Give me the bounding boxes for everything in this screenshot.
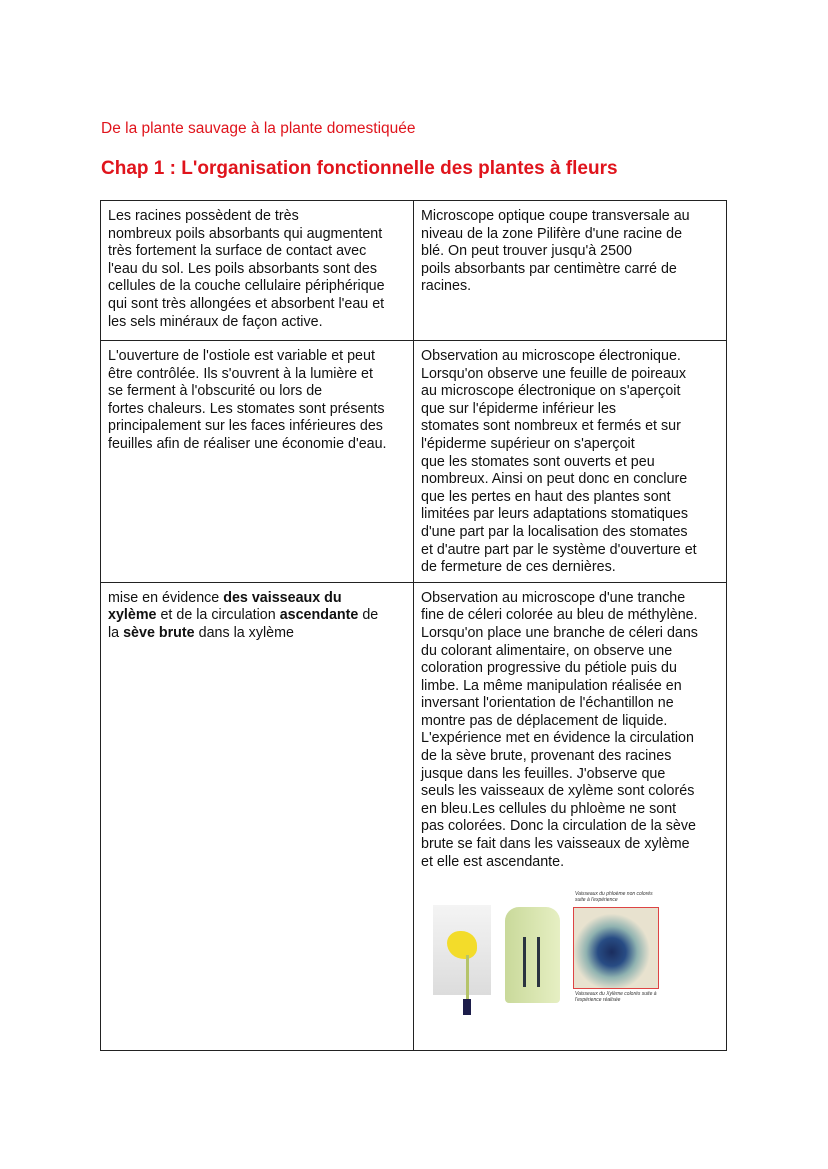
- text-span: dans la xylème: [194, 624, 294, 641]
- microscope-photo: [573, 907, 659, 989]
- text-line: racines.: [421, 278, 472, 295]
- text-line: Les racines possèdent de très: [108, 208, 299, 224]
- text-line: coloration progressive du pétiole puis du: [421, 660, 677, 677]
- text-line: du colorant alimentaire, on observe une: [421, 642, 673, 659]
- text-line: principalement sur les faces inférieures des: [108, 418, 383, 435]
- table-row: [101, 201, 727, 341]
- text-line: poils absorbants par centimètre carré de: [421, 260, 677, 277]
- chapter-title: Chap 1 : L'organisation fonctionnelle des plantes à fleurs: [101, 158, 618, 179]
- text-line: seuls les vaisseaux de xylème sont colorés: [421, 783, 695, 800]
- text-span: la: [108, 624, 124, 641]
- text-span: et de la circulation: [156, 607, 280, 624]
- text-line: brute se fait dans les vaisseaux de xylème: [421, 836, 690, 853]
- text-line: nombreux poils absorbants qui augmentent: [108, 225, 383, 242]
- content-table: [100, 200, 727, 1051]
- text-line: inversant l'orientation de l'échantillon ne: [421, 695, 674, 712]
- text-line: de la sève brute, provenant des racines: [421, 748, 672, 765]
- text-line: cellules de la couche cellulaire périphérique: [108, 278, 385, 295]
- text-line: limbe. La même manipulation réalisée en: [421, 677, 682, 694]
- text-line: que les pertes en haut des plantes sont: [421, 488, 671, 505]
- table-row: [101, 582, 727, 1050]
- text-line: limitées par leurs adaptations stomatiques: [421, 506, 689, 523]
- text-line: se ferment à l'obscurité ou lors de: [108, 383, 323, 400]
- text-line: Lorsqu'on observe une feuille de poireaux: [421, 365, 687, 382]
- text-line: qui sont très allongées et absorbent l'eau et: [108, 295, 385, 312]
- text-line: Lorsqu'on place une branche de céleri dans: [421, 624, 698, 641]
- text-line: fine de céleri colorée au bleu de méthylène.: [421, 607, 698, 624]
- text-line: Observation au microscope d'une tranche: [421, 589, 686, 606]
- text-line: d'une part par la localisation des stomates: [421, 523, 688, 540]
- text-line: l'eau du sol. Les poils absorbants sont des: [108, 260, 377, 277]
- document-subtitle: De la plante sauvage à la plante domestiquée: [101, 120, 416, 137]
- celery-section-photo: [505, 907, 560, 1003]
- text-line: Observation au microscope électronique.: [421, 348, 681, 364]
- text-line: pas colorées. Donc la circulation de la sève: [421, 818, 696, 835]
- text-line: jusque dans les feuilles. J'observe que: [421, 765, 666, 782]
- bold-text: des vaisseaux du: [223, 589, 342, 606]
- cell-roots-observation: [414, 201, 727, 341]
- bold-text: sève brute: [123, 624, 195, 641]
- celery-experiment-figure: [429, 885, 659, 1010]
- text-line: Microscope optique coupe transversale au: [421, 208, 690, 224]
- bold-text: xylème: [108, 607, 157, 624]
- text-line: feuilles afin de réaliser une économie d'eau.: [108, 435, 387, 452]
- bold-text: ascendante: [279, 607, 359, 624]
- text-span: de: [358, 607, 379, 624]
- text-line: L'expérience met en évidence la circulation: [421, 730, 694, 747]
- text-line: les sels minéraux de façon active.: [108, 313, 323, 330]
- text-line: en bleu.Les cellules du phloème ne sont: [421, 800, 677, 817]
- text-line: fortes chaleurs. Les stomates sont présents: [108, 400, 385, 417]
- text-line: blé. On peut trouver jusqu'à 2500: [421, 243, 632, 260]
- text-line: et d'autre part par le système d'ouverture et: [421, 541, 697, 558]
- text-line: stomates sont nombreux et fermés et sur: [421, 418, 681, 435]
- figure-caption-phloem: Vaisseaux du phloème non colorés suite à l'expérience: [575, 891, 653, 904]
- cell-stomata-text: [101, 341, 414, 583]
- text-line: l'épiderme supérieur on s'aperçoit: [421, 435, 635, 452]
- cell-xylem-text: [101, 582, 414, 1050]
- celery-plant-photo: [433, 905, 491, 995]
- cell-roots-text: [101, 201, 414, 341]
- text-line: L'ouverture de l'ostiole est variable et peut: [108, 348, 375, 364]
- text-line: au microscope électronique on s'aperçoit: [421, 383, 681, 400]
- text-line: niveau de la zone Pilifère d'une racine de: [421, 225, 683, 242]
- cell-stomata-observation: [414, 341, 727, 583]
- text-line: montre pas de déplacement de liquide.: [421, 712, 668, 729]
- observation-text: [421, 590, 719, 872]
- text-line: que sur l'épiderme inférieur les: [421, 400, 617, 417]
- text-line: nombreux. Ainsi on peut donc en conclure: [421, 471, 688, 488]
- cell-xylem-observation: [414, 582, 727, 1050]
- figure-caption-xylem: Vaisseaux du Xylème colorés suite à l'expérience réalisée: [575, 991, 657, 1004]
- table-row: [101, 341, 727, 583]
- text-line: que les stomates sont ouverts et peu: [421, 453, 655, 470]
- text-span: mise en évidence: [108, 589, 224, 606]
- text-line: et elle est ascendante.: [421, 853, 565, 870]
- text-line: être contrôlée. Ils s'ouvrent à la lumière et: [108, 365, 373, 382]
- text-line: de fermeture de ces dernières.: [421, 559, 616, 576]
- text-line: très fortement la surface de contact avec: [108, 243, 367, 260]
